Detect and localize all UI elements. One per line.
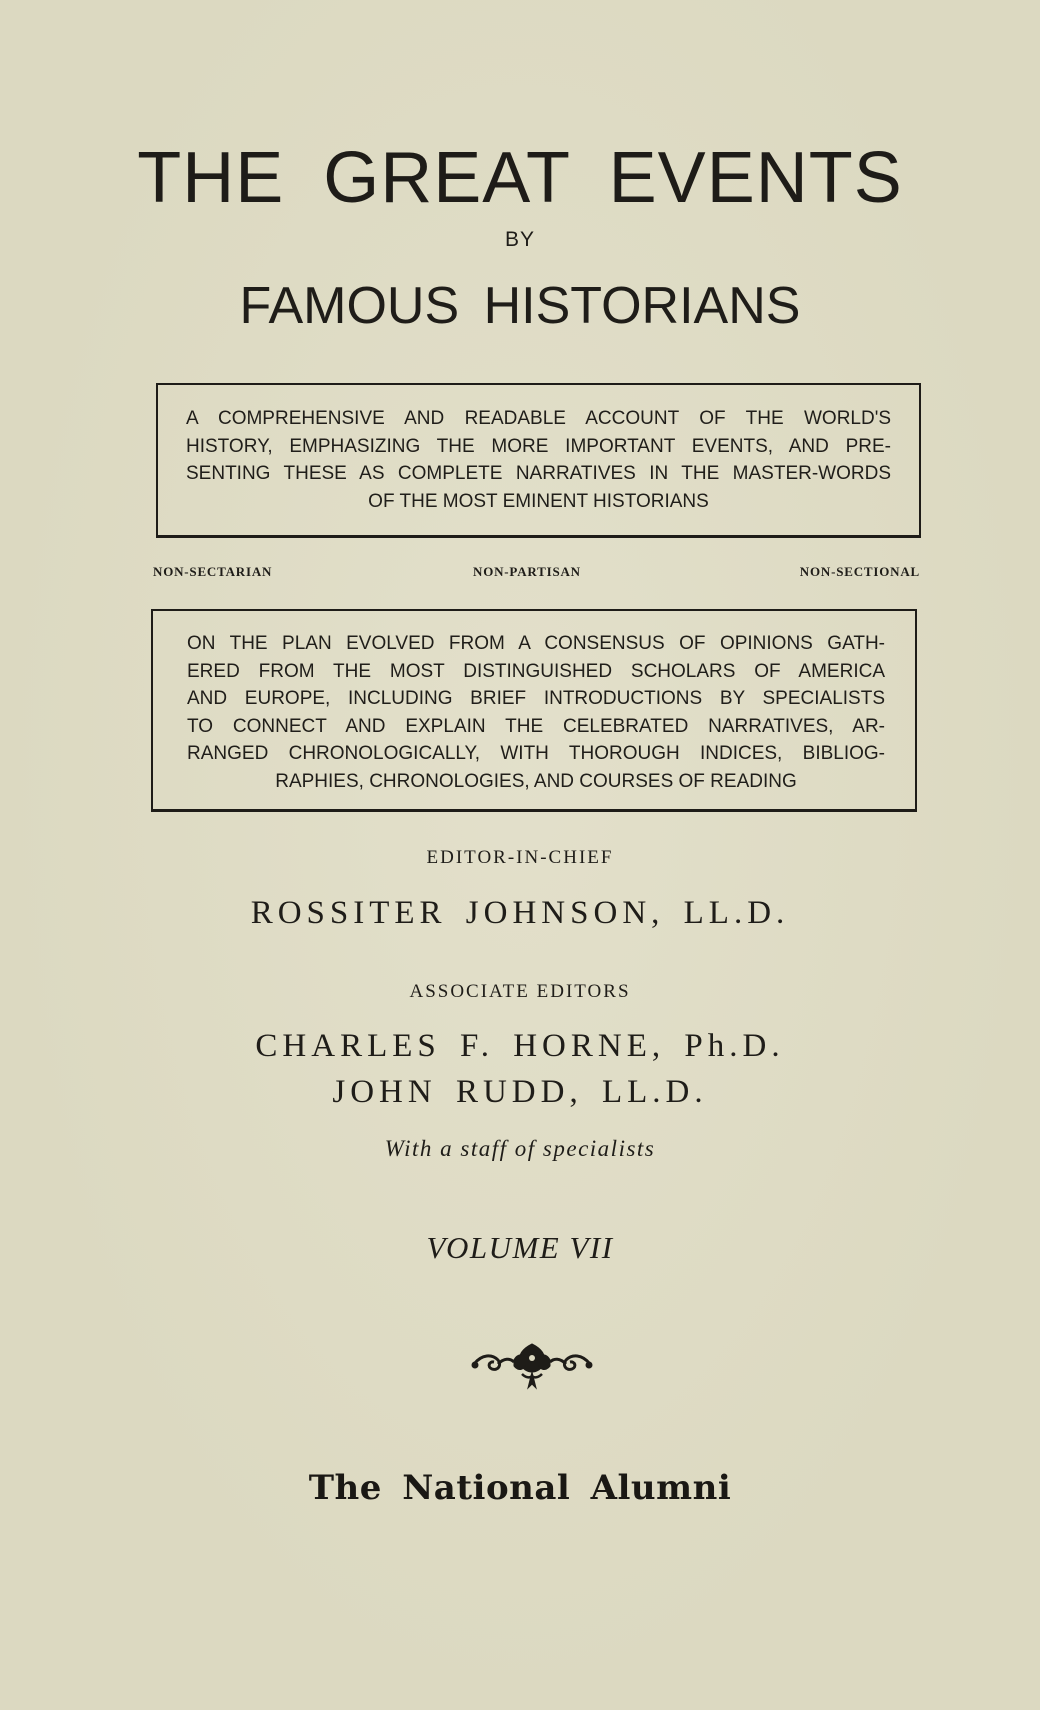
plan-line: TO CONNECT AND EXPLAIN THE CELEBRATED NARRATIVES, AR- [187, 715, 885, 737]
editor-in-chief-label: EDITOR-IN-CHIEF [426, 847, 614, 868]
associate-editor-name: CHARLES F. HORNE, Ph.D. [255, 1028, 785, 1064]
tagline-row [153, 564, 920, 584]
editor-in-chief-name: ROSSITER JOHNSON, LL.D. [250, 895, 790, 931]
volume-number: VOLUME VII [426, 1230, 614, 1265]
fleuron-ornament-icon [470, 1338, 594, 1394]
associate-editors-label: ASSOCIATE EDITORS [409, 981, 631, 1002]
description-line: SENTING THESE AS COMPLETE NARRATIVES IN THE MASTER-WORDS [186, 463, 891, 484]
associate-editor-name: JOHN RUDD, LL.D. [332, 1074, 708, 1110]
title-by: BY [504, 228, 535, 251]
book-title: THE GREAT EVENTS [137, 138, 903, 218]
plan-line: RANGED CHRONOLOGICALLY, WITH THOROUGH INDICES, BIBLIOG- [187, 743, 885, 764]
plan-line: ERED FROM THE MOST DISTINGUISHED SCHOLARS OF AMERICA [187, 660, 885, 682]
description-line: OF THE MOST EMINENT HISTORIANS [368, 490, 709, 512]
tag-non-sectarian: NON-SECTARIAN [153, 564, 273, 579]
description-line: HISTORY, EMPHASIZING THE MORE IMPORTANT EVENTS, AND PRE- [186, 435, 891, 457]
description-line: A COMPREHENSIVE AND READABLE ACCOUNT OF THE WORLD'S [186, 408, 891, 429]
staff-note: With a staff of specialists [384, 1136, 656, 1161]
plan-line: ON THE PLAN EVOLVED FROM A CONSENSUS OF OPINIONS GATH- [187, 633, 885, 654]
book-subtitle: FAMOUS HISTORIANS [239, 277, 801, 335]
publisher-name: The National Alumni [308, 1468, 732, 1508]
tag-non-partisan: NON-PARTISAN [473, 564, 581, 579]
tag-non-sectional: NON-SECTIONAL [799, 564, 920, 579]
description-box [156, 383, 921, 538]
plan-line: AND EUROPE, INCLUDING BRIEF INTRODUCTIONS BY SPECIALISTS [187, 688, 885, 709]
plan-box [151, 609, 917, 812]
plan-line: RAPHIES, CHRONOLOGIES, AND COURSES OF READING [275, 770, 797, 792]
